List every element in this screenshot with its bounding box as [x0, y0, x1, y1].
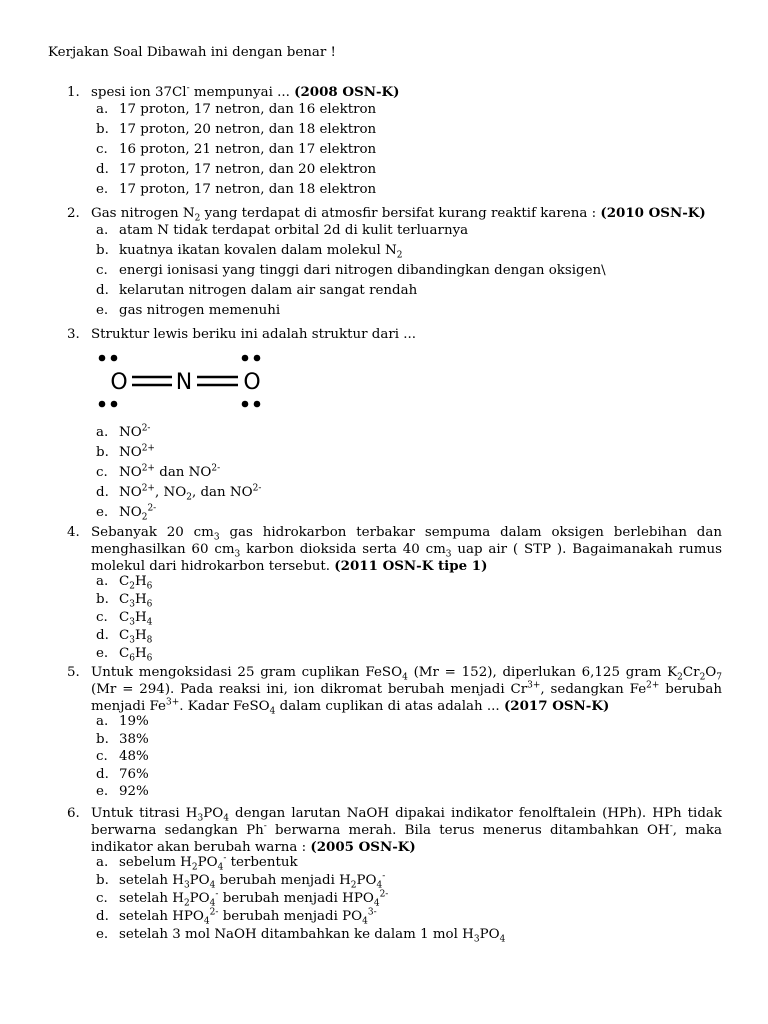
atom-n: N [175, 370, 193, 395]
option-a[interactable]: a. sebelum $H_2PO_4^-$ terbentuk [96, 853, 298, 873]
option-d[interactable]: d. 76% [96, 766, 149, 782]
question-2 [67, 205, 722, 322]
question-number: 2. [67, 206, 80, 221]
question-number: 1. [67, 85, 80, 100]
option-d[interactable]: d. setelah $HPO_4^{2-}$ berubah menjadi $PO_4^{3-}$ [96, 907, 377, 927]
option-a[interactable]: a. atam N tidak terdapat orbital 2d di kulit terluarnya [96, 223, 469, 239]
option-b[interactable]: b. 17 proton, 20 netron, dan 18 elektron [96, 122, 377, 138]
atom-o-left: O [110, 370, 128, 395]
question-3-options [67, 424, 722, 524]
question-3 [67, 326, 722, 343]
option-e[interactable]: e. 92% [96, 784, 149, 800]
page-title: Kerjakan Soal Dibawah ini dengan benar ! [48, 45, 336, 60]
option-c[interactable]: c. 48% [96, 749, 149, 765]
question-5 [67, 664, 722, 801]
question-1 [67, 84, 722, 201]
option-c[interactable]: c. setelah $H_2PO_4^-$ berubah menjadi $HPO_4^{2-}$ [96, 889, 389, 909]
question-4 [67, 524, 722, 663]
option-c[interactable]: c. $C_3H_4$ [96, 610, 153, 628]
option-c[interactable]: c. energi ionisasi yang tinggi dari nitrogen dibandingkan dengan oksigen\ [96, 263, 606, 279]
question-number: 3. [67, 327, 80, 342]
question-number: 4. [67, 525, 80, 540]
question-stem: Untuk titrasi $H_3PO_4$ dengan larutan NaOH dipakai indikator fenolftalein (HPh). HPh tidak berwarna sedangkan Ph- berwarna merah. Bila terus menerus ditambahkan OH-, maka indikator akan berubah warna : (2005 OSN-K) [91, 806, 722, 856]
option-b[interactable]: b. setelah $H_3PO_4$ berubah menjadi $H_2PO_4^-$ [96, 871, 386, 891]
option-e[interactable]: e. gas nitrogen memenuhi [96, 303, 281, 319]
option-c[interactable]: c. $NO^{2+}$ dan $NO^{2-}$ [96, 463, 221, 480]
option-a[interactable]: a. $NO^{2-}$ [96, 423, 151, 440]
question-number: 5. [67, 665, 80, 680]
option-d[interactable]: d. $NO^{2+}$, $NO_2$, dan $NO^{2-}$ [96, 483, 262, 503]
option-c[interactable]: c. 16 proton, 21 netron, dan 17 elektron [96, 142, 377, 158]
question-stem: Gas nitrogen $N_2$ yang terdapat di atmosfir bersifat kurang reaktif karena : (2010 OSN-K) [91, 205, 706, 224]
question-stem: Struktur lewis beriku ini adalah struktur dari ... [91, 327, 417, 342]
question-stem: spesi ion 37Cl- mempunyai ... (2008 OSN-K) [91, 83, 400, 100]
option-e[interactable]: e. 17 proton, 17 netron, dan 18 elektron [96, 182, 377, 198]
option-b[interactable]: b. 38% [96, 731, 149, 747]
option-e[interactable]: e. $NO_2^{2-}$ [96, 503, 157, 523]
option-d[interactable]: d. kelarutan nitrogen dalam air sangat rendah [96, 283, 418, 299]
option-e[interactable]: e. setelah 3 mol NaOH ditambahkan ke dalam 1 mol $H_3PO_4$ [96, 927, 506, 945]
option-a[interactable]: a. $C_2H_6$ [96, 574, 153, 592]
option-d[interactable]: d. 17 proton, 17 netron, dan 20 elektron [96, 162, 377, 178]
option-b[interactable]: b. $C_3H_6$ [96, 592, 153, 610]
lewis-structure-diagram [92, 348, 277, 412]
option-b[interactable]: b. $NO^{2+}$ [96, 443, 155, 460]
question-number: 6. [67, 806, 80, 821]
option-a[interactable]: a. 17 proton, 17 netron, dan 16 elektron [96, 102, 377, 118]
question-stem: Untuk mengoksidasi 25 gram cuplikan FeSO$_4$ (Mr = 152), diperlukan 6,125 gram $K_2Cr_2O_7$ (Mr = 294). Pada reaksi ini, ion dikromat berubah menjadi $Cr^{3+}$, sedangkan $Fe^{2+}$ berubah menjadi $Fe^{3+}$. Kadar FeSO$_4$ dalam cuplikan di atas adalah ... (2017 OSN-K) [91, 665, 723, 717]
option-a[interactable]: a. 19% [96, 714, 149, 730]
question-stem: Sebanyak 20 $cm_3$ gas hidrokarbon terbakar sempuma dalam oksigen berlebihan dan menghasilkan 60 $cm_3$ karbon dioksida serta 40 $cm_3$ uap air ( STP ). Bagaimanakah rumus molekul dari hidrokarbon tersebut. (2011 OSN-K tipe 1) [91, 525, 722, 575]
question-6 [67, 805, 722, 944]
option-e[interactable]: e. $C_6H_6$ [96, 646, 153, 664]
option-b[interactable]: b. kuatnya ikatan kovalen dalam molekul $N_2$ [96, 243, 403, 261]
atom-o-right: O [243, 370, 261, 395]
option-d[interactable]: d. $C_3H_8$ [96, 628, 153, 646]
